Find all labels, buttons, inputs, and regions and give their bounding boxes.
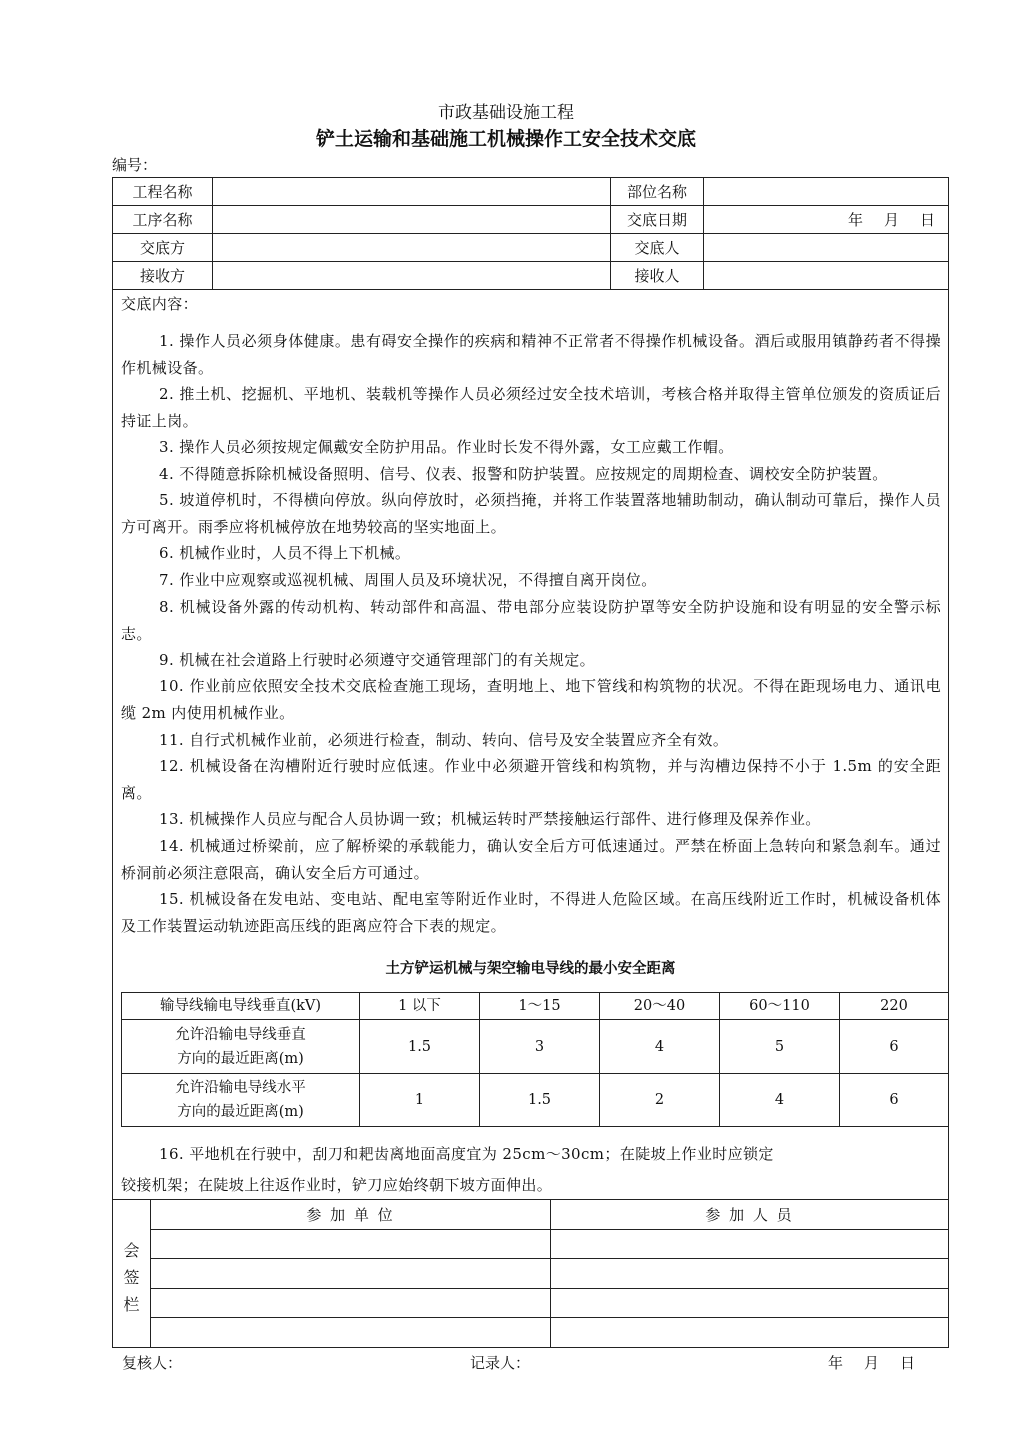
process-name-field[interactable] — [213, 206, 611, 234]
row-label-line: 允许沿输电导线垂直 — [175, 1026, 306, 1043]
table-cell: 2 — [600, 1074, 720, 1127]
signoff-side-label — [113, 1200, 151, 1348]
content-section — [112, 290, 949, 1200]
recorder-label: 记录人： — [470, 1354, 531, 1372]
content-label: 交底内容： — [121, 295, 199, 313]
briefer-field[interactable] — [704, 234, 949, 262]
list-item: 10. 作业前应依照安全技术交底检查施工现场，查明地上、地下管线和构筑物的状况。不得在距现场电力、通讯电缆 2m 内使用机械作业。 — [121, 677, 941, 722]
row-label-line: 方向的最近距离(m) — [177, 1104, 304, 1120]
list-item: 7. 作业中应观察或巡视机械、周围人员及环境状况，不得擅自离开岗位。 — [159, 571, 657, 589]
header-participants: 参 加 人 员 — [551, 1200, 949, 1230]
participant-field[interactable] — [551, 1318, 949, 1348]
table-row — [113, 1200, 949, 1230]
row-label-line: 允许沿输电导线水平 — [175, 1080, 306, 1096]
distance-table-title: 土方铲运机械与架空输电导线的最小安全距离 — [385, 961, 676, 977]
list-item: 铰接机架；在陡坡上往返作业时，铲刀应始终朝下坡方面伸出。 — [121, 1176, 553, 1194]
list-item: 12. 机械设备在沟槽附近行驶时应低速。作业中必须避开管线和构筑物，并与沟槽边保持不小于 1.5m 的安全距离。 — [121, 757, 941, 802]
label-project-name: 工程名称 — [113, 178, 213, 206]
document-subtitle: 市政基础设施工程 — [438, 103, 574, 123]
list-item: 15. 机械设备在发电站、变电站、配电室等附近作业时，不得进人危险区域。在高压线附近工作时，机械设备机体及工作装置运动轨迹距高压线的距离应符合下表的规定。 — [121, 890, 941, 935]
table-cell: 6 — [840, 1074, 949, 1127]
reviewer-label: 复核人： — [122, 1354, 183, 1372]
list-item: 5. 坡道停机时，不得横向停放。纵向停放时，必须挡掩，并将工作装置落地辅助制动，确认制动可靠后，操作人员方可离开。雨季应将机械停放在地势较高的坚实地面上。 — [121, 491, 941, 536]
list-item: 11. 自行式机械作业前，必须进行检查，制动、转向、信号及安全装置应齐全有效。 — [159, 731, 729, 749]
list-item: 9. 机械在社会道路上行驶时必须遵守交通管理部门的有关规定。 — [159, 651, 596, 669]
table-header-row — [122, 993, 949, 1020]
serial-label: 编号： — [112, 156, 158, 174]
unit-field[interactable] — [151, 1288, 551, 1318]
signoff-side-text: 会签栏 — [123, 1240, 140, 1314]
list-item: 2. 推土机、挖掘机、平地机、装载机等操作人员必须经过安全技术培训，考核合格并取得主管单位颁发的资质证后持证上岗。 — [121, 385, 941, 430]
distance-table — [121, 992, 949, 1127]
table-cell: 5 — [720, 1020, 840, 1074]
header-cell: 输导线输电导线垂直(kV) — [122, 993, 360, 1020]
document-title: 铲土运输和基础施工机械操作工安全技术交底 — [315, 128, 696, 150]
header-cell: 60～110 — [720, 993, 840, 1020]
table-cell: 1 — [360, 1074, 480, 1127]
unit-field[interactable] — [151, 1318, 551, 1348]
participant-field[interactable] — [551, 1229, 949, 1259]
table-cell: 3 — [480, 1020, 600, 1074]
table-row — [113, 1318, 949, 1348]
signoff-table — [112, 1199, 949, 1348]
project-name-field[interactable] — [213, 178, 611, 206]
receiver-field[interactable] — [704, 262, 949, 290]
table-cell: 6 — [840, 1020, 949, 1074]
participant-field[interactable] — [551, 1288, 949, 1318]
table-row — [113, 234, 949, 262]
header-participating-units: 参 加 单 位 — [151, 1200, 551, 1230]
label-briefer: 交底人 — [611, 234, 704, 262]
list-item: 6. 机械作业时，人员不得上下机械。 — [159, 544, 411, 562]
unit-field[interactable] — [151, 1259, 551, 1289]
label-briefing-party: 交底方 — [113, 234, 213, 262]
table-row — [113, 1259, 949, 1289]
header-cell: 1～15 — [480, 993, 600, 1020]
list-item: 14. 机械通过桥梁前，应了解桥梁的承载能力，确认安全后方可低速通过。严禁在桥面上急转向和紧急刹车。通过桥洞前必须注意限高，确认安全后方可通过。 — [121, 837, 941, 882]
label-brief-date: 交底日期 — [611, 206, 704, 234]
header-cell: 20～40 — [600, 993, 720, 1020]
section-name-field[interactable] — [704, 178, 949, 206]
table-row — [122, 1074, 949, 1127]
header-cell: 220 — [840, 993, 949, 1020]
table-row — [113, 1229, 949, 1259]
table-cell: 1.5 — [360, 1020, 480, 1074]
list-item: 3. 操作人员必须按规定佩戴安全防护用品。作业时长发不得外露，女工应戴工作帽。 — [159, 438, 734, 456]
header-cell: 1 以下 — [360, 993, 480, 1020]
footer-date: 年 月 日 — [828, 1354, 919, 1372]
list-item: 1. 操作人员必须身体健康。患有碍安全操作的疾病和精神不正常者不得操作机械设备。酒后或服用镇静药者不得操作机械设备。 — [121, 332, 941, 377]
table-cell: 1.5 — [480, 1074, 600, 1127]
receiving-party-field[interactable] — [213, 262, 611, 290]
label-process-name: 工序名称 — [113, 206, 213, 234]
table-row — [122, 1020, 949, 1074]
list-item: 8. 机械设备外露的传动机构、转动部件和高温、带电部分应装设防护罩等安全防护设施和设有明显的安全警示标志。 — [121, 598, 942, 643]
table-cell: 4 — [600, 1020, 720, 1074]
briefing-party-field[interactable] — [213, 234, 611, 262]
row-label — [122, 1020, 360, 1074]
table-row — [113, 1288, 949, 1318]
label-receiver: 接收人 — [611, 262, 704, 290]
list-item: 13. 机械操作人员应与配合人员协调一致；机械运转时严禁接触运行部件、进行修理及保养作业。 — [159, 810, 821, 828]
unit-field[interactable] — [151, 1229, 551, 1259]
label-receiving-party: 接收方 — [113, 262, 213, 290]
info-table — [112, 177, 949, 290]
row-label — [122, 1074, 360, 1127]
label-section-name: 部位名称 — [611, 178, 704, 206]
list-item: 4. 不得随意拆除机械设备照明、信号、仪表、报警和防护装置。应按规定的周期检查、调校安全防护装置。 — [159, 465, 888, 483]
table-row — [113, 206, 949, 234]
row-label-line: 方向的最近距离(m) — [177, 1050, 304, 1067]
participant-field[interactable] — [551, 1259, 949, 1289]
list-item: 16. 平地机在行驶中，刮刀和耙齿离地面高度宜为 25cm～30cm；在陡坡上作业时应锁定 — [159, 1145, 774, 1163]
brief-date-field[interactable]: 年 月 日 — [704, 206, 949, 234]
table-cell: 4 — [720, 1074, 840, 1127]
table-row — [113, 178, 949, 206]
table-row — [113, 262, 949, 290]
